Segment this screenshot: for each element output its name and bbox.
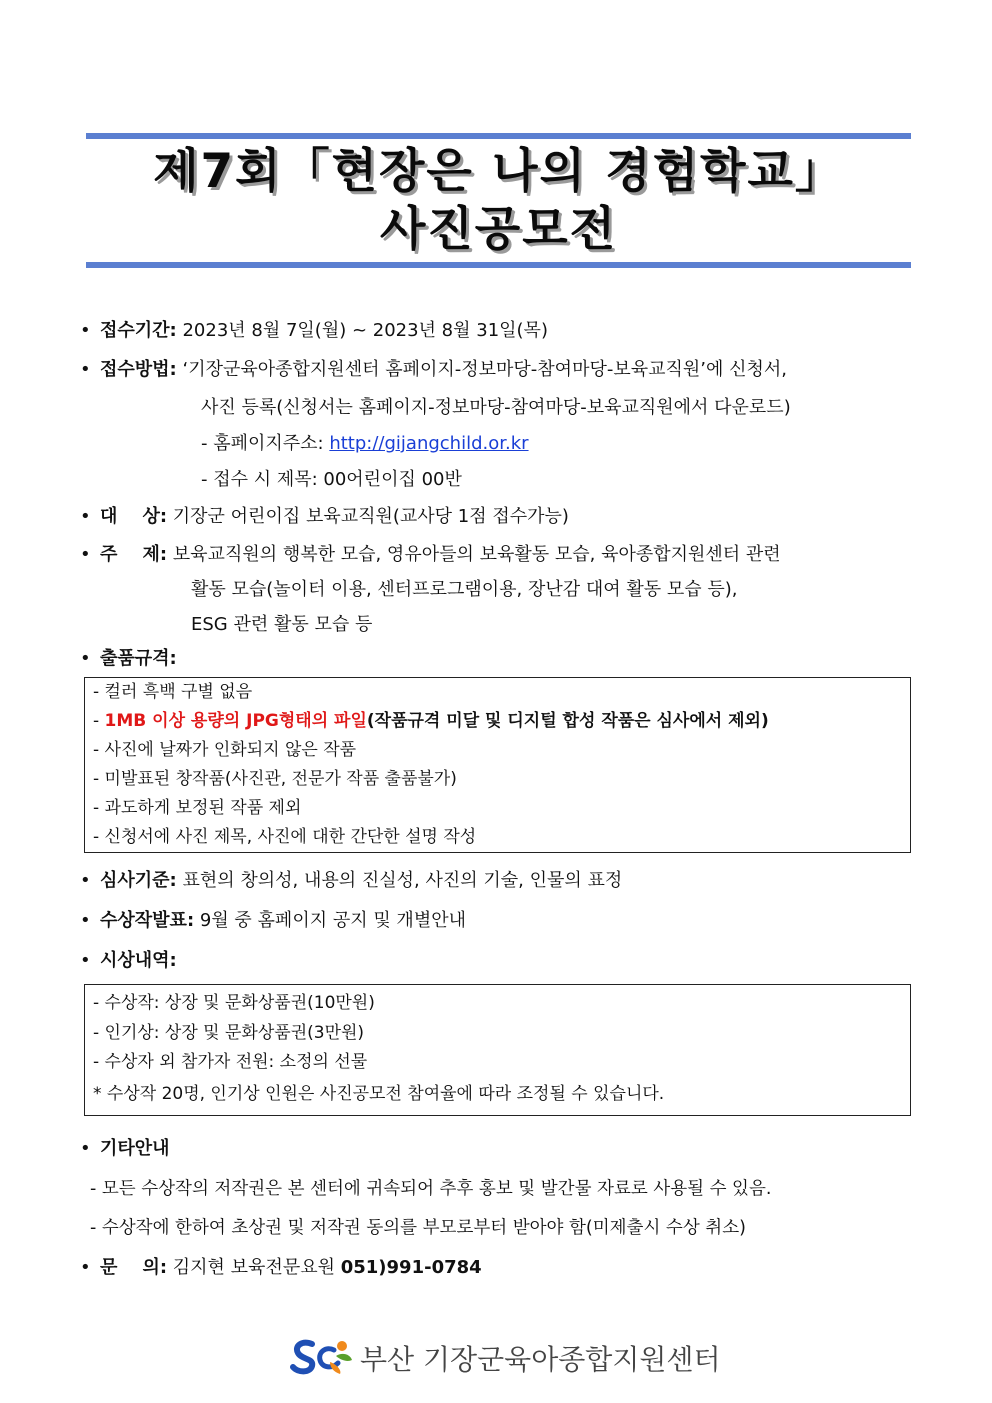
announce-label: 수상작발표: bbox=[100, 910, 195, 931]
homepage-label: - 홈페이지주소: bbox=[201, 433, 330, 454]
bullet-icon: • bbox=[80, 950, 91, 971]
method-label: 접수방법: bbox=[100, 359, 177, 380]
period-value: 2023년 8월 7일(월) ~ 2023년 8월 31일(목) bbox=[182, 320, 548, 341]
spec-item2-highlight: 1MB 이상 용량의 JPG형태의 파일 bbox=[104, 711, 367, 731]
criteria-row bbox=[80, 869, 622, 893]
awards-label: 시상내역: bbox=[100, 950, 177, 971]
method-line1: ‘기장군육아종합지원센터 홈페이지-정보마당-참여마당-보육교직원’에 신청서, bbox=[182, 359, 787, 380]
bullet-icon: • bbox=[80, 870, 91, 891]
etc-row bbox=[80, 1137, 170, 1161]
spec-row bbox=[80, 647, 177, 671]
bullet-icon: • bbox=[80, 544, 91, 565]
contact-label: 문 의: bbox=[100, 1257, 168, 1278]
theme-label: 주 제: bbox=[100, 544, 168, 565]
contact-phone: 051)991-0784 bbox=[340, 1257, 482, 1278]
contact-name: 김지현 보육전문요원 bbox=[172, 1257, 341, 1278]
spec-item: - 컬러 흑백 구별 없음 bbox=[93, 682, 253, 702]
target-value: 기장군 어린이집 보육교직원(교사당 1점 접수가능) bbox=[172, 506, 569, 527]
footer-org-name: 부산 기장군육아종합지원센터 bbox=[360, 1343, 721, 1376]
method-line2: 사진 등록(신청서는 홈페이지-정보마당-참여마당-보육교직원에서 다운로드) bbox=[201, 397, 791, 418]
etc-item: - 수상작에 한하여 초상권 및 저작권 동의를 부모로부터 받아야 함(미제출시 수상 취소) bbox=[90, 1218, 746, 1238]
period-label: 접수기간: bbox=[100, 320, 177, 341]
bullet-icon: • bbox=[80, 910, 91, 931]
bullet-icon: • bbox=[80, 1257, 91, 1278]
bullet-icon: • bbox=[80, 320, 91, 341]
theme-line3: ESG 관련 활동 모습 등 bbox=[191, 614, 373, 635]
title-top-rule bbox=[86, 133, 911, 139]
spec-label: 출품규격: bbox=[100, 648, 177, 669]
center-logo-icon bbox=[290, 1336, 356, 1376]
spec-item2-prefix: - bbox=[93, 711, 105, 731]
announce-row bbox=[80, 909, 466, 933]
method-row bbox=[80, 358, 787, 382]
target-label: 대 상: bbox=[100, 506, 168, 527]
spec-item bbox=[93, 710, 769, 732]
bullet-icon: • bbox=[80, 359, 91, 380]
spec-item: - 사진에 날짜가 인화되지 않은 작품 bbox=[93, 740, 357, 760]
bullet-icon: • bbox=[80, 1138, 91, 1159]
spec-item2-note: (작품규격 미달 및 디지털 합성 작품은 심사에서 제외) bbox=[366, 711, 769, 731]
footer-logo bbox=[290, 1336, 720, 1376]
contact-row bbox=[80, 1256, 482, 1280]
theme-row bbox=[80, 543, 781, 567]
etc-label: 기타안내 bbox=[100, 1138, 170, 1159]
bullet-icon: • bbox=[80, 648, 91, 669]
homepage-link[interactable]: http://gijangchild.or.kr bbox=[329, 433, 529, 454]
page-title-line1: 제7회「현장은 나의 경험학교」 bbox=[153, 144, 844, 199]
spec-box bbox=[84, 677, 911, 853]
theme-line2: 활동 모습(놀이터 이용, 센터프로그램이용, 장난감 대여 활동 모습 등), bbox=[191, 579, 738, 600]
etc-item: - 모든 수상작의 저작권은 본 센터에 귀속되어 추후 홍보 및 발간물 자료로 사용될 수 있음. bbox=[90, 1179, 772, 1199]
title-bottom-rule bbox=[86, 262, 911, 268]
bullet-icon: • bbox=[80, 506, 91, 527]
spec-item: - 과도하게 보정된 작품 제외 bbox=[93, 798, 302, 818]
announce-value: 9월 중 홈페이지 공지 및 개별안내 bbox=[199, 910, 466, 931]
award-item: - 수상자 외 참가자 전원: 소정의 선물 bbox=[93, 1052, 368, 1072]
awards-row bbox=[80, 949, 177, 973]
award-item: - 인기상: 상장 및 문화상품권(3만원) bbox=[93, 1023, 365, 1043]
criteria-value: 표현의 창의성, 내용의 진실성, 사진의 기술, 인물의 표정 bbox=[182, 870, 623, 891]
subject-line: - 접수 시 제목: 00어린이집 00반 bbox=[201, 469, 462, 490]
page-title-line2: 사진공모전 bbox=[379, 202, 617, 257]
awards-box bbox=[84, 984, 911, 1116]
award-note: * 수상작 20명, 인기상 인원은 사진공모전 참여율에 따라 조정될 수 있습니다. bbox=[93, 1084, 665, 1104]
homepage-row bbox=[201, 432, 529, 456]
criteria-label: 심사기준: bbox=[100, 870, 177, 891]
theme-line1: 보육교직원의 행복한 모습, 영유아들의 보육활동 모습, 육아종합지원센터 관련 bbox=[172, 544, 781, 565]
award-item: - 수상작: 상장 및 문화상품권(10만원) bbox=[93, 993, 375, 1013]
period-row bbox=[80, 319, 548, 343]
spec-item: - 신청서에 사진 제목, 사진에 대한 간단한 설명 작성 bbox=[93, 827, 477, 847]
spec-item: - 미발표된 창작품(사진관, 전문가 작품 출품불가) bbox=[93, 769, 457, 789]
target-row bbox=[80, 505, 569, 529]
